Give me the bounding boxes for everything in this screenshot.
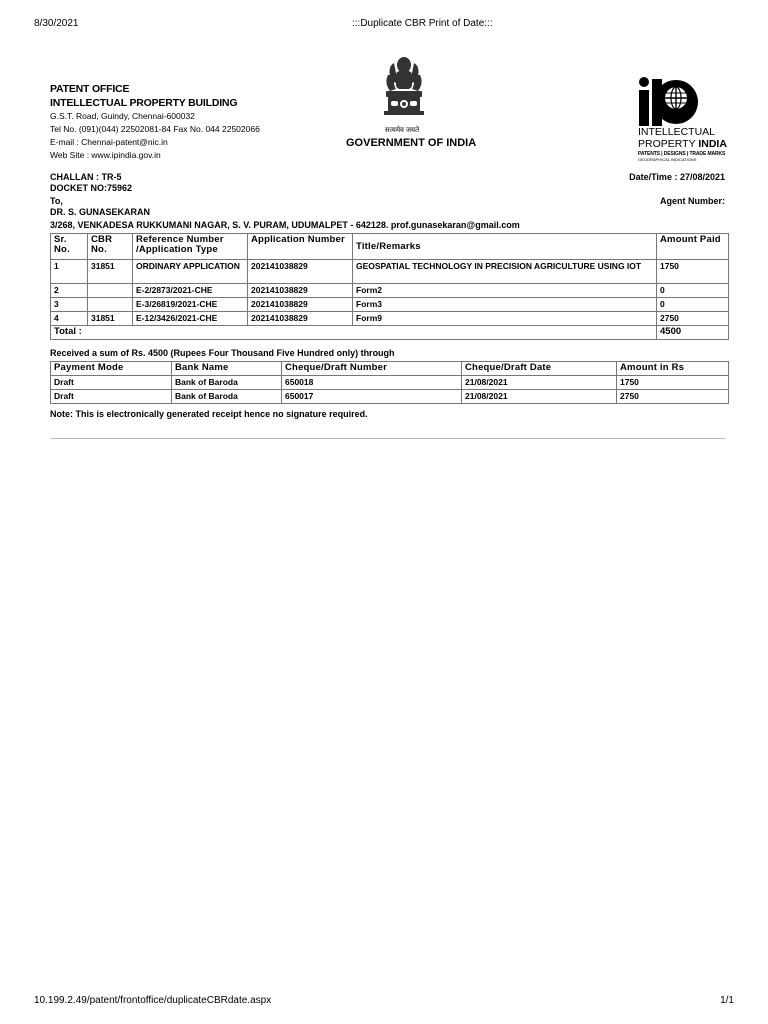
cell: 2	[51, 284, 88, 298]
col-application-number: Application Number	[248, 234, 353, 260]
cell: 650018	[282, 376, 462, 390]
received-text: Received a sum of Rs. 4500 (Rupees Four Thousand Five Hundred only) through	[50, 348, 395, 358]
cell: 0	[657, 284, 729, 298]
office-block	[50, 82, 260, 162]
col-amount-rs: Amount in Rs	[617, 362, 729, 376]
footer-page: 1/1	[720, 995, 734, 1006]
fees-table	[50, 233, 729, 340]
challan-datetime: Date/Time : 27/08/2021	[629, 172, 725, 182]
signature-note: Note: This is electronically generated receipt hence no signature required.	[50, 409, 368, 419]
cell: 202141038829	[248, 260, 353, 284]
cell	[88, 298, 133, 312]
cell: E-2/2873/2021-CHE	[133, 284, 248, 298]
recipient-address: 3/268, VENKADESA RUKKUMANI NAGAR, S. V. PURAM, UDUMALPET - 642128. prof.gunasekaran@gmail.com	[50, 220, 520, 230]
col-cheque-date: Cheque/Draft Date	[462, 362, 617, 376]
cell: 21/08/2021	[462, 390, 617, 404]
cell: Draft	[51, 390, 172, 404]
challan-number: CHALLAN : TR-5	[50, 172, 122, 182]
cell: 1750	[617, 376, 729, 390]
table-row	[51, 284, 729, 298]
col-sr-no: Sr. No.	[51, 234, 88, 260]
cell: 2750	[657, 312, 729, 326]
government-title: GOVERNMENT OF INDIA	[346, 137, 477, 149]
col-reference: Reference Number /Application Type	[133, 234, 248, 260]
total-value: 4500	[657, 326, 729, 340]
cell: E-12/3426/2021-CHE	[133, 312, 248, 326]
recipient-name: DR. S. GUNASEKARAN	[50, 207, 151, 217]
office-website: Web Site : www.ipindia.gov.in	[50, 150, 161, 160]
table-row	[51, 260, 729, 284]
cell: 0	[657, 298, 729, 312]
cell: 3	[51, 298, 88, 312]
cell: 21/08/2021	[462, 376, 617, 390]
cell: Bank of Baroda	[172, 376, 282, 390]
cell: 31851	[88, 312, 133, 326]
cell: Form2	[353, 284, 657, 298]
print-title: :::Duplicate CBR Print of Date:::	[352, 18, 493, 29]
cell: Bank of Baroda	[172, 390, 282, 404]
cell: Draft	[51, 376, 172, 390]
cell: E-3/26819/2021-CHE	[133, 298, 248, 312]
cell: Form9	[353, 312, 657, 326]
col-title: Title/Remarks	[353, 234, 657, 260]
cell: 650017	[282, 390, 462, 404]
cell: 1	[51, 260, 88, 284]
docket-number: DOCKET NO:75962	[50, 183, 133, 193]
divider	[50, 438, 726, 439]
col-amount: Amount Paid	[657, 234, 729, 260]
total-row	[51, 326, 729, 340]
to-label: To,	[50, 196, 63, 206]
table-row	[51, 390, 729, 404]
cell: GEOSPATIAL TECHNOLOGY IN PRECISION AGRICULTURE USING IOT	[353, 260, 657, 284]
col-payment-mode: Payment Mode	[51, 362, 172, 376]
cell	[88, 284, 133, 298]
payment-header-row	[51, 362, 729, 376]
cell: 202141038829	[248, 298, 353, 312]
cell: Form3	[353, 298, 657, 312]
cell: ORDINARY APPLICATION	[133, 260, 248, 284]
cell: 202141038829	[248, 312, 353, 326]
cell: 202141038829	[248, 284, 353, 298]
print-date: 8/30/2021	[34, 18, 79, 29]
cell: 1750	[657, 260, 729, 284]
ip-text-line2: PROPERTY INDIA	[638, 138, 727, 150]
national-emblem-icon	[374, 53, 434, 128]
agent-number: Agent Number:	[660, 196, 725, 206]
cell: 4	[51, 312, 88, 326]
table-row	[51, 298, 729, 312]
office-name: PATENT OFFICE	[50, 83, 130, 95]
payment-table	[50, 361, 729, 404]
ip-subtext-1: PATENTS | DESIGNS | TRADE MARKS	[638, 151, 726, 157]
footer-url: 10.199.2.49/patent/frontoffice/duplicateCBRdate.aspx	[34, 995, 272, 1006]
fees-header-row	[51, 234, 729, 260]
table-row	[51, 376, 729, 390]
ip-text-line1: INTELLECTUAL	[638, 126, 716, 138]
table-row	[51, 312, 729, 326]
cell: 2750	[617, 390, 729, 404]
office-phone: Tel No. (091)(044) 22502081-84 Fax No. 044 22502066	[50, 124, 260, 134]
col-bank-name: Bank Name	[172, 362, 282, 376]
ip-india-logo-icon	[638, 76, 700, 128]
cell: 31851	[88, 260, 133, 284]
office-email: E-mail : Chennai-patent@nic.in	[50, 137, 168, 147]
col-cheque-number: Cheque/Draft Number	[282, 362, 462, 376]
ip-subtext-2: GEOGRAPHICAL INDICATIONS	[638, 157, 697, 162]
emblem-motto: सत्यमेव जयते	[385, 127, 420, 134]
col-cbr-no: CBR No.	[88, 234, 133, 260]
office-address: G.S.T. Road, Guindy, Chennai-600032	[50, 111, 195, 121]
total-label: Total :	[51, 326, 657, 340]
office-building: INTELLECTUAL PROPERTY BUILDING	[50, 97, 238, 109]
